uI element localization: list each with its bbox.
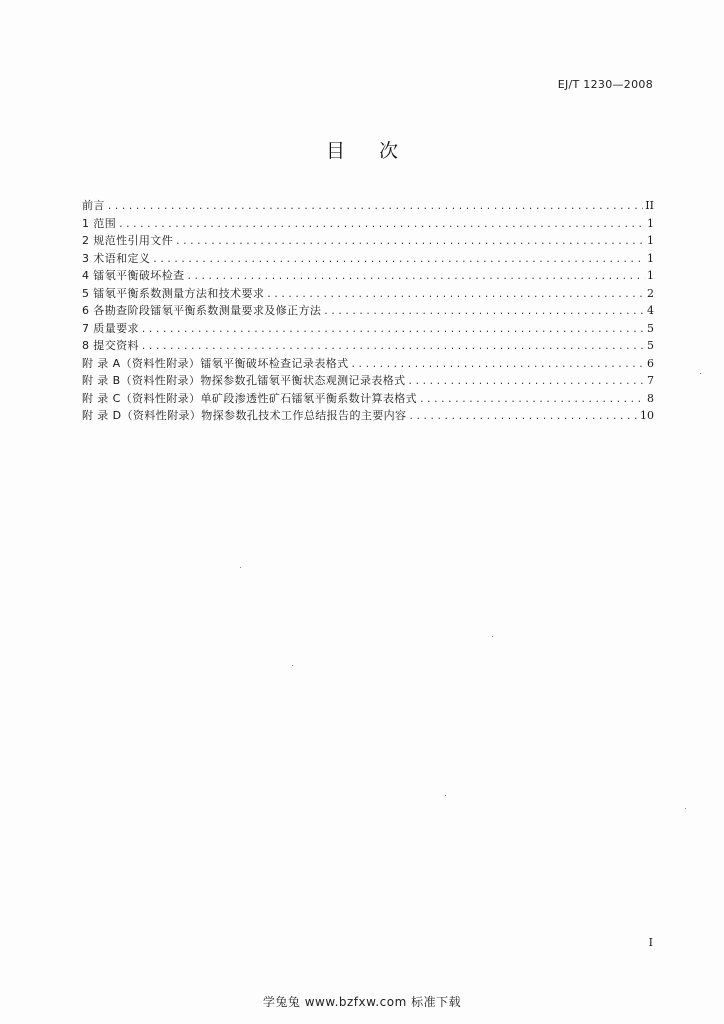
scan-speck xyxy=(445,795,446,796)
toc-entry-appendix-d[interactable] xyxy=(82,407,654,425)
toc-entry-page: 6 xyxy=(647,356,654,370)
page-number: I xyxy=(648,936,653,949)
toc-leader-dots xyxy=(152,252,645,270)
toc-entry-appendix-b[interactable] xyxy=(82,372,654,390)
toc-entry-page: 1 xyxy=(647,234,654,247)
toc-entry-4[interactable] xyxy=(82,267,654,285)
toc-entry-label: 4 镭氡平衡破坏检查 xyxy=(82,269,185,282)
toc-leader-dots xyxy=(419,392,645,410)
toc-leader-dots xyxy=(107,199,643,217)
scan-speck xyxy=(492,636,493,637)
toc-entry-page: 1 xyxy=(647,269,654,282)
scan-speck xyxy=(685,808,686,809)
toc-entry-page: 1 xyxy=(647,251,654,265)
toc-entry-page: 1 xyxy=(647,216,654,230)
toc-entry-2[interactable] xyxy=(82,232,654,250)
toc-entry-label: 附 录 C（资料性附录）单矿段渗透性矿石镭氡平衡系数计算表格式 xyxy=(82,391,418,405)
standard-number: EJ/T 1230—2008 xyxy=(557,78,653,91)
toc-entry-appendix-c[interactable] xyxy=(82,390,654,408)
toc-entry-6[interactable] xyxy=(82,302,654,320)
toc-leader-dots xyxy=(408,374,645,392)
toc-entry-5[interactable] xyxy=(82,285,654,303)
toc-entry-label: 8 提交资料 xyxy=(82,339,139,352)
toc-entry-1[interactable] xyxy=(82,215,654,233)
toc-entry-page: II xyxy=(645,199,654,212)
toc-entry-label: 3 术语和定义 xyxy=(82,251,151,265)
toc-entry-label: 1 范围 xyxy=(82,216,117,230)
table-of-contents xyxy=(82,197,654,425)
toc-entry-page: 5 xyxy=(647,339,654,352)
toc-leader-dots xyxy=(408,409,638,427)
toc-leader-dots xyxy=(266,287,645,305)
toc-leader-dots xyxy=(175,234,645,252)
scan-speck xyxy=(292,665,293,666)
toc-leader-dots xyxy=(118,217,645,235)
toc-entry-8[interactable] xyxy=(82,337,654,355)
toc-entry-label: 前言 xyxy=(82,199,105,212)
footer-watermark-text: 学兔兔 www.bzfxw.com 标准下载 xyxy=(262,995,462,1009)
scan-speck xyxy=(240,567,241,568)
toc-entry-page: 2 xyxy=(647,286,654,300)
toc-entry-label: 6 各勘查阶段镭氡平衡系数测量要求及修正方法 xyxy=(82,304,322,317)
toc-entry-label: 附 录 B（资料性附录）物探参数孔镭氡平衡状态观测记录表格式 xyxy=(82,374,406,387)
toc-entry-page: 4 xyxy=(647,304,654,317)
toc-entry-label: 附 录 D（资料性附录）物探参数孔技术工作总结报告的主要内容 xyxy=(82,409,407,422)
page-title: 目 次 xyxy=(325,140,413,162)
toc-entry-page: 8 xyxy=(647,391,654,405)
toc-entry-page: 5 xyxy=(647,321,654,335)
toc-entry-label: 7 质量要求 xyxy=(82,321,139,335)
toc-leader-dots xyxy=(141,322,645,340)
scan-speck xyxy=(700,373,701,374)
toc-leader-dots xyxy=(323,304,645,322)
toc-entry-page: 7 xyxy=(647,374,654,387)
toc-entry-7[interactable] xyxy=(82,320,654,338)
toc-entry-label: 5 镭氡平衡系数测量方法和技术要求 xyxy=(82,286,265,300)
toc-entry-foreword[interactable] xyxy=(82,197,654,215)
toc-entry-page: 10 xyxy=(640,409,654,422)
toc-entry-label: 2 规范性引用文件 xyxy=(82,234,174,247)
toc-entry-3[interactable] xyxy=(82,250,654,268)
toc-entry-appendix-a[interactable] xyxy=(82,355,654,373)
toc-entry-label: 附 录 A（资料性附录）镭氡平衡破坏检查记录表格式 xyxy=(82,356,349,370)
